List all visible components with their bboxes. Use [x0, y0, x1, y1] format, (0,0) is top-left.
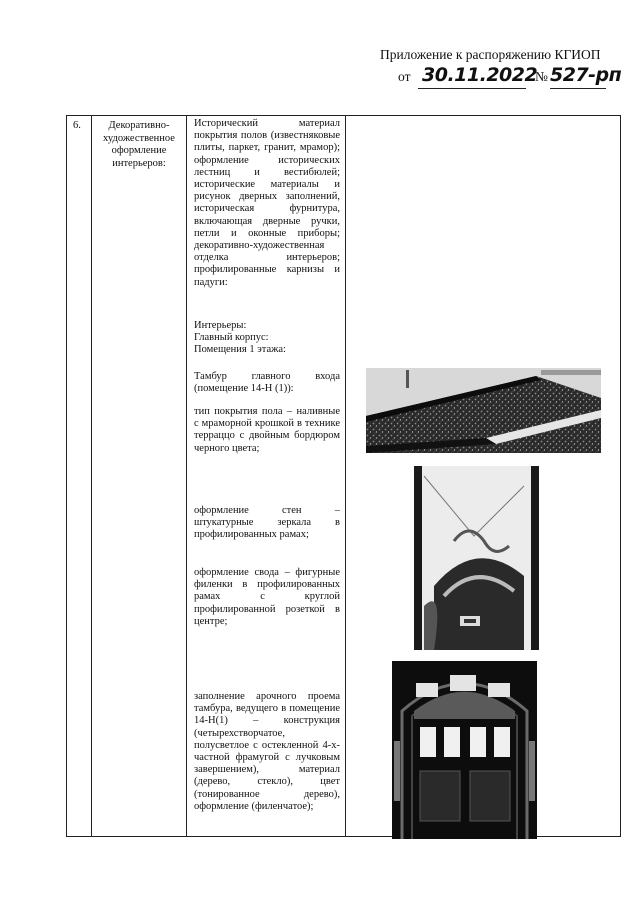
table-row — [67, 116, 621, 837]
vault-description: оформление свода – фигурные филенки в профилированных рамах с круглой профилированной розеткой в центре; — [194, 567, 340, 627]
date-underline — [418, 88, 526, 89]
number-sign: № — [535, 69, 548, 84]
photos-cell — [346, 116, 621, 837]
arched-door-photo — [392, 661, 537, 839]
category-cell — [92, 116, 187, 837]
vault-image — [414, 466, 539, 650]
arched-door-image — [392, 661, 537, 839]
main-building-heading: Главный корпус: — [194, 332, 269, 343]
row-number: 6. — [73, 120, 81, 131]
terrazzo-floor-photo — [366, 368, 601, 453]
vestibule-heading: Тамбур главного входа (помещение 14-Н (1)): — [194, 371, 340, 395]
description-cell — [187, 116, 346, 837]
protection-subject-table — [66, 115, 621, 837]
order-date: 30.11.2022 — [422, 64, 538, 86]
appendix-title: Приложение к распоряжению КГИОП — [380, 47, 601, 62]
row-number-cell — [67, 116, 92, 837]
vault-and-walls-photo — [414, 466, 539, 650]
walls-description: оформление стен – штукатурные зеркала в профилированных рамах; — [194, 505, 340, 541]
arch-door-description: заполнение арочного проема тамбура, ведущего в помещение 14-Н(1) – конструкция (четырехстворчатое, полусветлое с остекленной 4-х-частной фрамугой с лучковым завершением), материал (дерево, стекло), цвет (тонированное дерево), оформление (филенчатое); — [194, 691, 340, 812]
first-floor-heading: Помещения 1 этажа: — [194, 344, 286, 355]
number-underline — [550, 88, 606, 89]
terrazzo-floor-image — [366, 368, 601, 453]
category-name: Декоративно-художественное оформление интерьеров: — [103, 120, 175, 169]
interiors-heading: Интерьеры: — [194, 320, 247, 331]
order-number: 527-рп — [550, 64, 622, 86]
order-reference — [398, 66, 630, 90]
ot-label: от — [398, 69, 411, 84]
materials-paragraph: Исторический материал покрытия полов (известняковые плиты, паркет, гранит, мрамор); оформление исторических лестниц и вестибюлей; исторические материалы и рисунок дверных заполнений, историческая фурнитура, включающая дверные ручки, петли и оконные приборы; декоративно-художественная отделка интерьеров; профилированные карнизы и падуги: — [194, 118, 340, 288]
floor-description: тип покрытия пола – наливные с мраморной крошкой в технике терраццо с двойным бордюром черного цвета; — [194, 406, 340, 454]
